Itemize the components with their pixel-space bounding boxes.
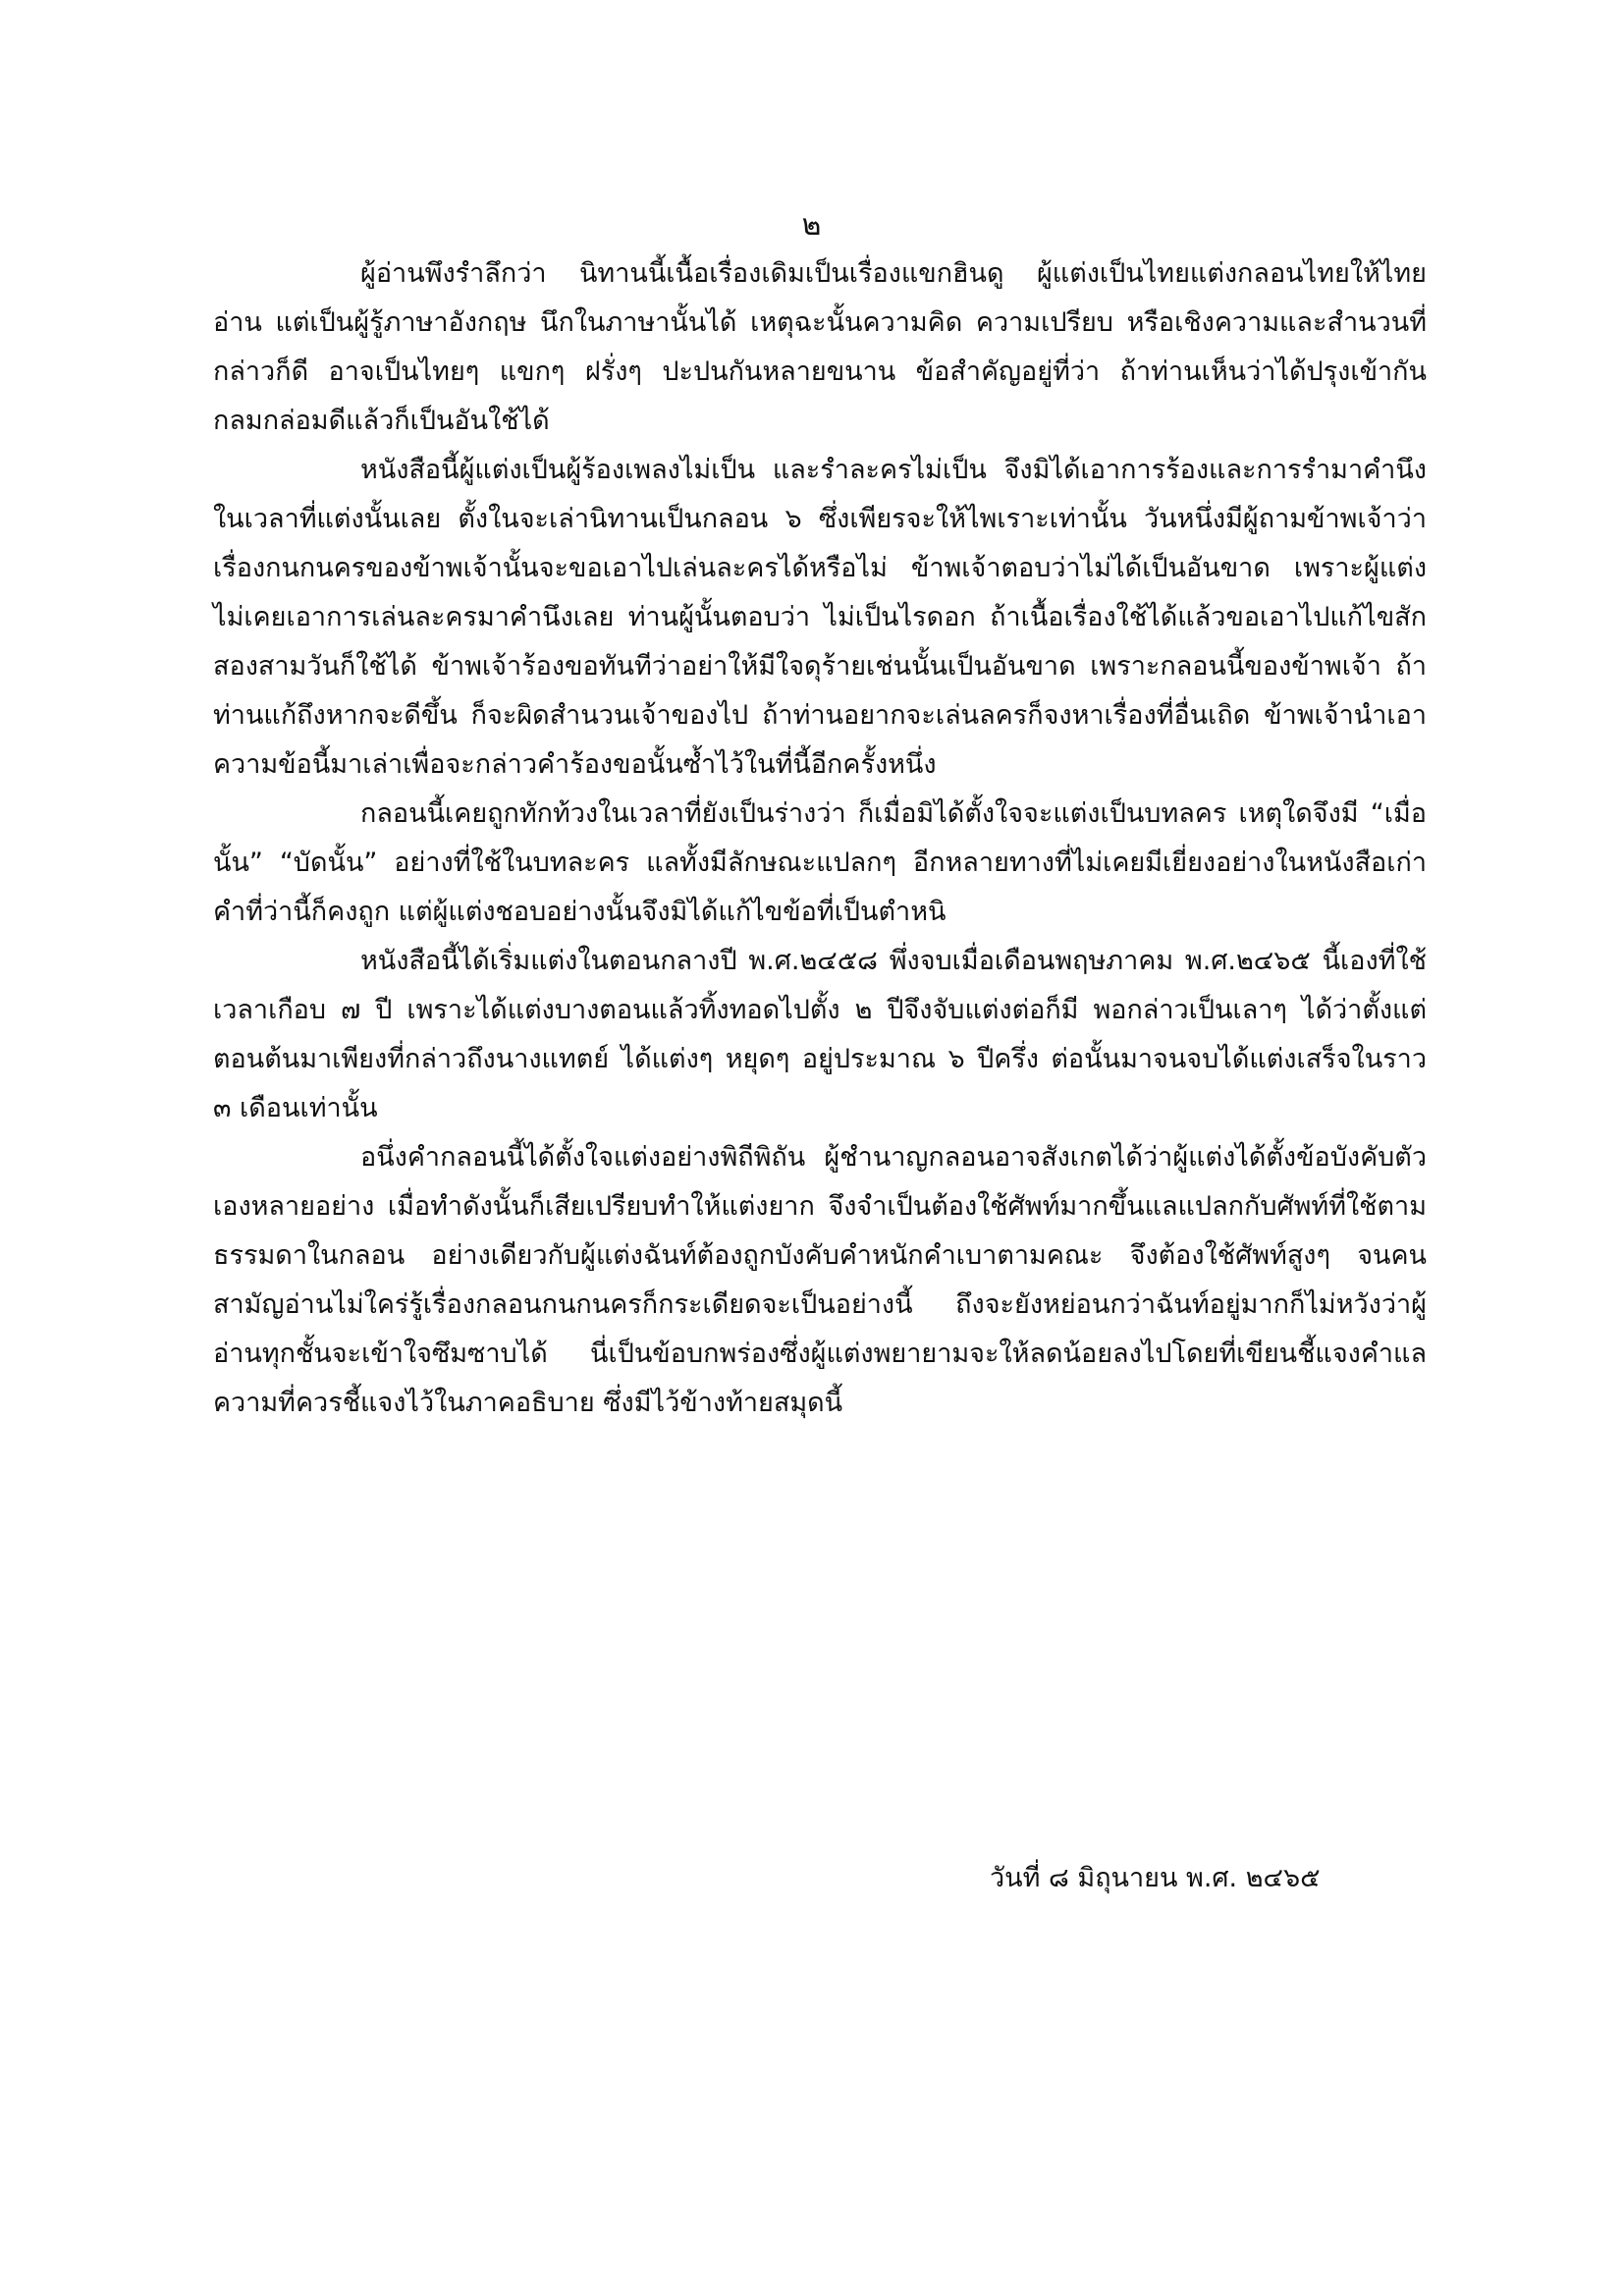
date-line: วันที่ ๘ มิถุนายน พ.ศ. ๒๔๖๕ <box>990 1863 1321 1893</box>
preface-body <box>213 249 1427 1428</box>
page-number: ๒ <box>801 208 822 243</box>
paragraph-3: กลอนนี้เคยถูกทักท้วงในเวลาที่ยังเป็นร่างว่า ก็เมื่อมิได้ตั้งใจจะแต่งเป็นบทลคร เหตุใดจึงมี “เมื่อนั้น” “บัดนั้น” อย่างที่ใช้ในบทละคร แลทั้งมีลักษณะแปลกๆ อีกหลายทางที่ไม่เคยมีเยี่ยงอย่างในหนังสือเก่า คำที่ว่านี้ก็คงถูก แต่ผู้แต่งชอบอย่างนั้นจึงมิได้แก้ไขข้อที่เป็นตำหนิ <box>213 798 1427 927</box>
paragraph-1: ผู้อ่านพึงรำลึกว่า นิทานนี้เนื้อเรื่องเดิมเป็นเรื่องแขกฮินดู ผู้แต่งเป็นไทยแต่งกลอนไทยให้ไทยอ่าน แต่เป็นผู้รู้ภาษาอังกฤษ นึกในภาษานั้นได้ เหตุฉะนั้นความคิด ความเปรียบ หรือเชิงความและสำนวนที่กล่าวก็ดี อาจเป็นไทยๆ แขกๆ ฝรั่งๆ ปะปนกันหลายขนาน ข้อสำคัญอยู่ที่ว่า ถ้าท่านเห็นว่าได้ปรุงเข้ากันกลมกล่อมดีแล้วก็เป็นอันใช้ได้ <box>213 258 1427 436</box>
paragraph-4: หนังสือนี้ได้เริ่มแต่งในตอนกลางปี พ.ศ.๒๔๕๘ พึ่งจบเมื่อเดือนพฤษภาคม พ.ศ.๒๔๖๕ นี้เองที่ใช้เวลาเกือบ ๗ ปี เพราะได้แต่งบางตอนแล้วทิ้งทอดไปตั้ง ๒ ปีจึงจับแต่งต่อก็มี พอกล่าวเป็นเลาๆ ได้ว่าตั้งแต่ตอนต้นมาเพียงที่กล่าวถึงนางแทตย์ ได้แต่งๆ หยุดๆ อยู่ประมาณ ๖ ปีครึ่ง ต่อนั้นมาจนจบได้แต่งเสร็จในราว ๓ เดือนเท่านั้น <box>213 946 1427 1123</box>
paragraph-5: อนึ่งคำกลอนนี้ได้ตั้งใจแต่งอย่างพิถีพิถัน ผู้ชำนาญกลอนอาจสังเกตได้ว่าผู้แต่งได้ตั้งข้อบังคับตัวเองหลายอย่าง เมื่อทำดังนั้นก็เสียเปรียบทำให้แต่งยาก จึงจำเป็นต้องใช้ศัพท์มากขึ้นแลแปลกกับศัพท์ที่ใช้ตามธรรมดาในกลอน อย่างเดียวกับผู้แต่งฉันท์ต้องถูกบังคับคำหนักคำเบาตามคณะ จึงต้องใช้ศัพท์สูงๆ จนคนสามัญอ่านไม่ใคร่รู้เรื่องกลอนกนกนครก็กระเดียดจะเป็นอย่างนี้ ถึงจะยังหย่อนกว่าฉันท์อยู่มากก็ไม่หวังว่าผู้อ่านทุกชั้นจะเข้าใจซึมซาบได้ นี่เป็นข้อบกพร่องซึ่งผู้แต่งพยายามจะให้ลดน้อยลงไปโดยที่เขียนชี้แจงคำแลความที่ควรชี้แจงไว้ในภาคอธิบาย ซึ่งมีไว้ข้างท้ายสมุดนี้ <box>213 1142 1427 1418</box>
paragraph-2: หนังสือนี้ผู้แต่งเป็นผู้ร้องเพลงไม่เป็น และรำละครไม่เป็น จึงมิได้เอาการร้องและการรำมาคำนึงในเวลาที่แต่งนั้นเลย ตั้งในจะเล่านิทานเป็นกลอน ๖ ซึ่งเพียรจะให้ไพเราะเท่านั้น วันหนึ่งมีผู้ถามข้าพเจ้าว่าเรื่องกนกนครของข้าพเจ้านั้นจะขอเอาไปเล่นละครได้หรือไม่ ข้าพเจ้าตอบว่าไม่ได้เป็นอันขาด เพราะผู้แต่งไม่เคยเอาการเล่นละครมาคำนึงเลย ท่านผู้นั้นตอบว่า ไม่เป็นไรดอก ถ้าเนื้อเรื่องใช้ได้แล้วขอเอาไปแก้ไขสักสองสามวันก็ใช้ได้ ข้าพเจ้าร้องขอทันทีว่าอย่าให้มีใจดุร้ายเช่นนั้นเป็นอันขาด เพราะกลอนนี้ของข้าพเจ้า ถ้าท่านแก้ถึงหากจะดีขึ้น ก็จะผิดสำนวนเจ้าของไป ถ้าท่านอยากจะเล่นลครก็จงหาเรื่องที่อื่นเถิด ข้าพเจ้านำเอาความข้อนี้มาเล่าเพื่อจะกล่าวคำร้องขอนั้นซ้ำไว้ในที่นี้อีกครั้งหนึ่ง <box>213 455 1427 780</box>
